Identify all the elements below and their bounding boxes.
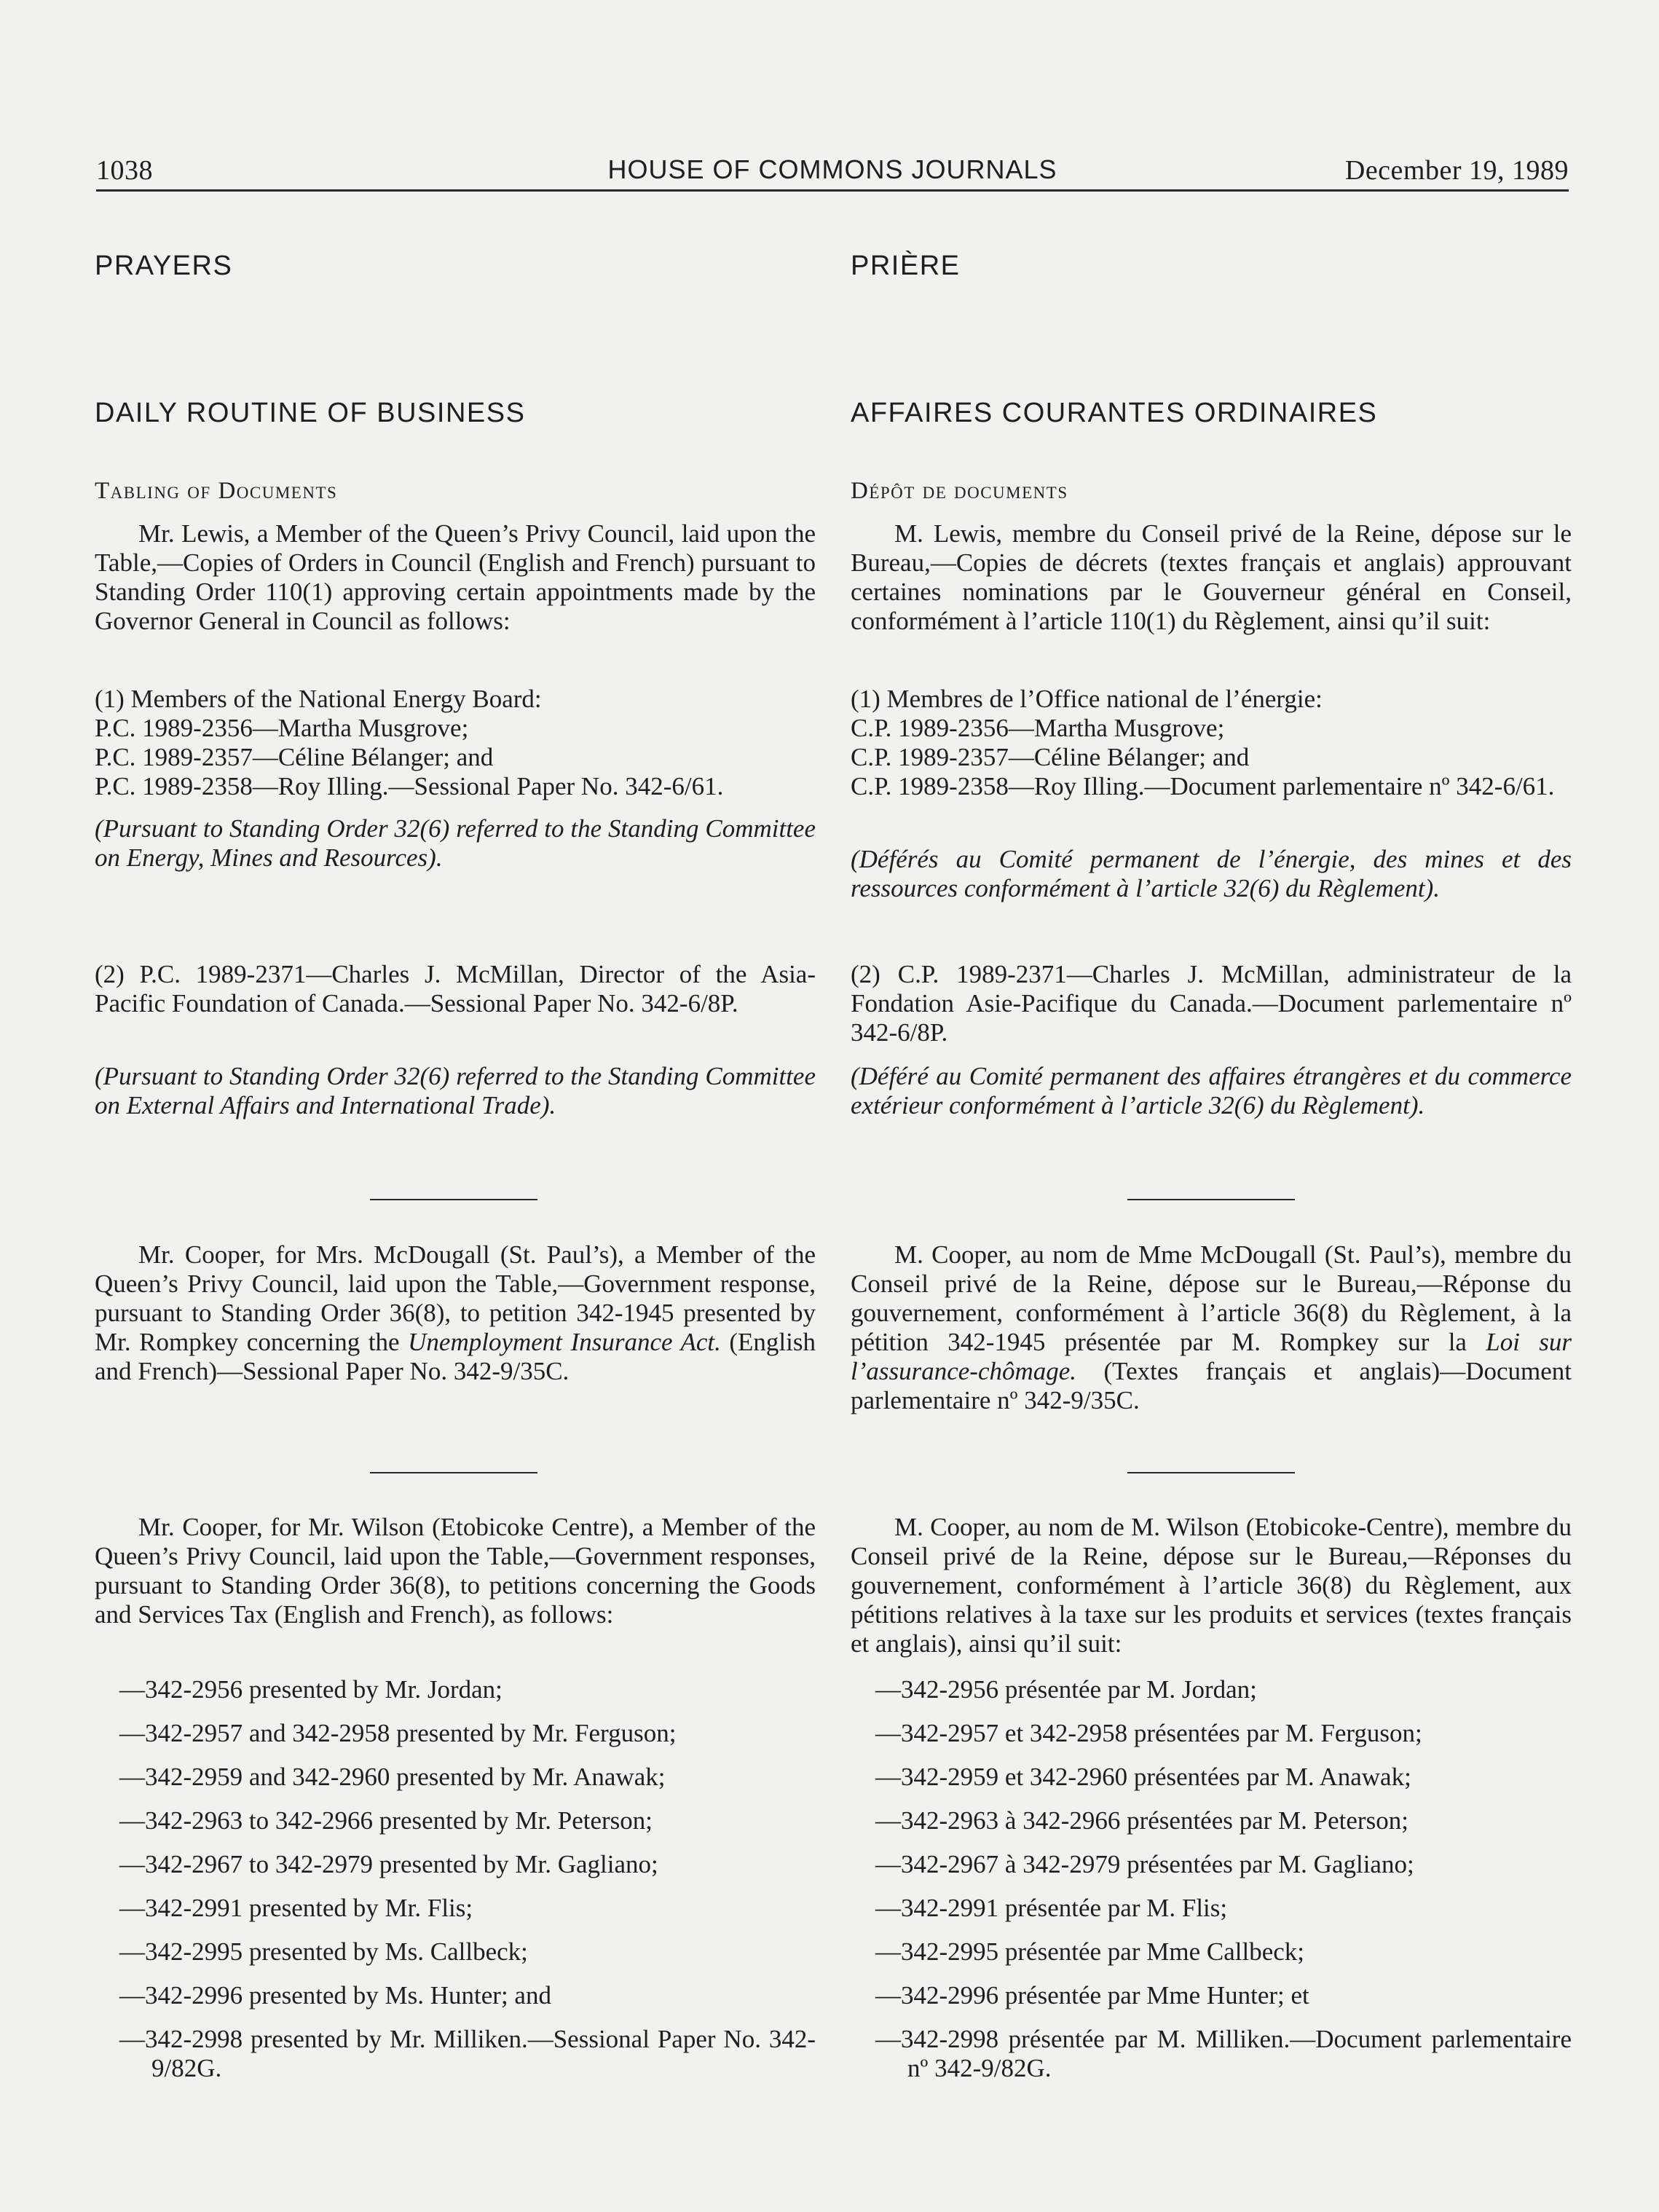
petition-item: —342-2996 presented by Ms. Hunter; and bbox=[119, 1981, 551, 2010]
header-date: December 19, 1989 bbox=[1344, 155, 1569, 186]
routine-heading: DAILY ROUTINE OF BUSINESS bbox=[95, 398, 526, 428]
running-header bbox=[96, 150, 1569, 192]
petition-item: —342-2991 presented by Mr. Flis; bbox=[119, 1894, 473, 1922]
tabling-subheading: Dépôt de documents bbox=[851, 478, 1068, 504]
petition-item: —342-2963 to 342-2966 presented by Mr. Peterson; bbox=[119, 1806, 653, 1835]
neb-item-2: C.P. 1989-2357—Céline Bélanger; and bbox=[851, 743, 1250, 771]
petition-item: —342-2963 à 342-2966 présentées par M. Peterson; bbox=[875, 1806, 1408, 1835]
petition-item: —342-2998 présentée par M. Milliken.—Document parlementaire nº 342-9/82G. bbox=[875, 2025, 1572, 2082]
petition-item: —342-2956 présentée par M. Jordan; bbox=[875, 1675, 1257, 1704]
cooper-response-paragraph: M. Cooper, au nom de Mme McDougall (St. Paul’s), membre du Conseil privé de la Reine, dépose sur le Bureau,—Réponse du gouvernement, conformément à l’article 36(8) du Règlement, à la pétition 342-1945 présentée par M. Rompkey sur la Loi sur l’assurance-chômage. (Textes français et anglais)—Document parlementaire nº 342-9/35C. bbox=[851, 1240, 1572, 1414]
petition-item: —342-2995 presented by Ms. Callbeck; bbox=[119, 1937, 528, 1966]
act-title: Unemployment Insurance Act. bbox=[408, 1328, 721, 1356]
petition-item: —342-2959 et 342-2960 présentées par M. Anawak; bbox=[875, 1763, 1411, 1791]
petition-item: —342-2998 presented by Mr. Milliken.—Sessional Paper No. 342-9/82G. bbox=[119, 2025, 816, 2082]
petition-item: —342-2996 présentée par Mme Hunter; et bbox=[875, 1981, 1309, 2010]
item-2-paragraph: (2) C.P. 1989-2371—Charles J. McMillan, administrateur de la Fondation Asie-Pacifique du Canada.—Document parlementaire nº 342-6/8P. bbox=[851, 960, 1572, 1047]
lewis-paragraph: Mr. Lewis, a Member of the Queen’s Privy Council, laid upon the Table,—Copies of Orders in Council (English and French) pursuant to Standing Order 110(1) approving certain appointments made by the Governor General in Council as follows: bbox=[95, 519, 816, 635]
prayers-heading: PRIÈRE bbox=[851, 251, 961, 281]
petition-item: —342-2957 et 342-2958 présentées par M. Ferguson; bbox=[875, 1719, 1422, 1747]
petition-item: —342-2967 to 342-2979 presented by Mr. Gagliano; bbox=[119, 1850, 658, 1878]
item-2-paragraph: (2) P.C. 1989-2371—Charles J. McMillan, Director of the Asia-Pacific Foundation of Canada.—Sessional Paper No. 342-6/8P. bbox=[95, 960, 816, 1018]
lewis-paragraph: M. Lewis, membre du Conseil privé de la Reine, dépose sur le Bureau,—Copies de décrets (textes français et anglais) approuvant certaines nominations par le Gouverneur général en Conseil, conformément à l’article 110(1) du Règlement, ainsi qu’il suit: bbox=[851, 519, 1572, 635]
neb-heading: (1) Membres de l’Office national de l’énergie: bbox=[851, 685, 1323, 713]
referral-note-2: (Déféré au Comité permanent des affaires étrangères et du commerce extérieur conformément à l’article 32(6) du Règlement). bbox=[851, 1062, 1572, 1119]
journal-title: HOUSE OF COMMONS JOURNALS bbox=[607, 154, 1057, 184]
petition-item: —342-2957 and 342-2958 presented by Mr. Ferguson; bbox=[119, 1719, 677, 1747]
neb-item-1: C.P. 1989-2356—Martha Musgrove; bbox=[851, 714, 1225, 742]
tabling-subheading: Tabling of Documents bbox=[95, 478, 338, 504]
petition-item: —342-2956 presented by Mr. Jordan; bbox=[119, 1675, 503, 1704]
cooper-responses-paragraph: Mr. Cooper, for Mr. Wilson (Etobicoke Centre), a Member of the Queen’s Privy Council, laid upon the Table,—Government responses, pursuant to Standing Order 36(8), to petitions concerning the Goods and Services Tax (English and French), as follows: bbox=[95, 1513, 816, 1629]
neb-item-3: C.P. 1989-2358—Roy Illing.—Document parlementaire nº 342-6/61. bbox=[851, 772, 1555, 800]
page-number: 1038 bbox=[96, 155, 153, 186]
section-divider bbox=[1127, 1199, 1295, 1200]
neb-heading: (1) Members of the National Energy Board: bbox=[95, 685, 542, 713]
section-divider bbox=[370, 1199, 537, 1200]
referral-note-2: (Pursuant to Standing Order 32(6) referred to the Standing Committee on External Affairs and International Trade). bbox=[95, 1062, 816, 1119]
cooper-response-paragraph: Mr. Cooper, for Mrs. McDougall (St. Paul’s), a Member of the Queen’s Privy Council, laid upon the Table,—Government response, pursuant to Standing Order 36(8), to petition 342-1945 presented by Mr. Rompkey concerning the Unemployment Insurance Act. (English and French)—Sessional Paper No. 342-9/35C. bbox=[95, 1240, 816, 1385]
cooper-responses-paragraph: M. Cooper, au nom de M. Wilson (Etobicoke-Centre), membre du Conseil privé de la Reine, dépose sur le Bureau,—Réponses du gouvernement, conformément à l’article 36(8) du Règlement, aux pétitions relatives à la taxe sur les produits et services (textes français et anglais), ainsi qu’il suit: bbox=[851, 1513, 1572, 1658]
neb-item-2: P.C. 1989-2357—Céline Bélanger; and bbox=[95, 743, 494, 771]
section-divider bbox=[370, 1472, 537, 1473]
section-divider bbox=[1127, 1472, 1295, 1473]
neb-item-1: P.C. 1989-2356—Martha Musgrove; bbox=[95, 714, 469, 742]
prayers-heading: PRAYERS bbox=[95, 251, 233, 281]
petition-item: —342-2959 and 342-2960 presented by Mr. Anawak; bbox=[119, 1763, 666, 1791]
referral-note-1: (Pursuant to Standing Order 32(6) referred to the Standing Committee on Energy, Mines and Resources). bbox=[95, 814, 816, 872]
act-title: Loi sur l’assurance-chômage. bbox=[851, 1328, 1572, 1385]
referral-note-1: (Déférés au Comité permanent de l’énergie, des mines et des ressources conformément à l’article 32(6) du Règlement). bbox=[851, 845, 1572, 902]
petition-item: —342-2995 présentée par Mme Callbeck; bbox=[875, 1937, 1304, 1966]
neb-item-3: P.C. 1989-2358—Roy Illing.—Sessional Paper No. 342-6/61. bbox=[95, 772, 724, 800]
petition-item: —342-2991 présentée par M. Flis; bbox=[875, 1894, 1228, 1922]
routine-heading: AFFAIRES COURANTES ORDINAIRES bbox=[851, 398, 1378, 428]
petition-item: —342-2967 à 342-2979 présentées par M. Gagliano; bbox=[875, 1850, 1414, 1878]
